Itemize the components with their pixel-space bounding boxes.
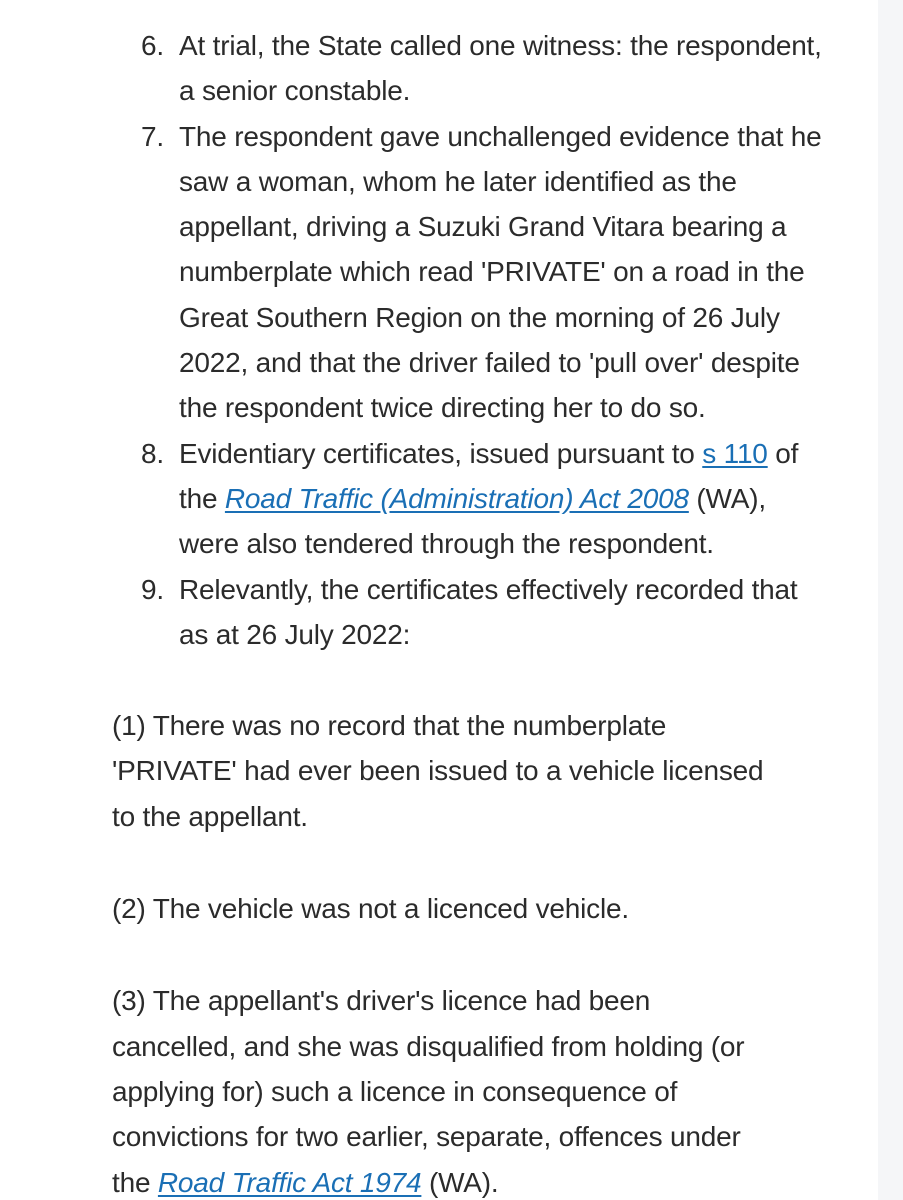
numbered-paragraphs <box>0 23 860 657</box>
paragraph-text: The respondent gave unchallenged evidence that he saw a woman, whom he later identified as the appellant, driving a Suzuki Grand Vitara bearing a numberplate which read 'PRIVATE' on a road in the Great Southern Region on the morning of 26 July 2022, and that the driver failed to 'pull over' despite the respondent twice directing her to do so. <box>179 120 822 424</box>
paragraph-text: Relevantly, the certificates effectively recorded that as at 26 July 2022: <box>179 573 798 650</box>
paragraph-7 <box>0 114 860 431</box>
paragraph-text: At trial, the State called one witness: the respondent, a senior constable. <box>179 30 822 107</box>
paragraph-9 <box>0 567 860 658</box>
judgment-content <box>0 23 860 1200</box>
paragraph-text-middle: of the <box>179 437 799 514</box>
road-traffic-act-1974-link[interactable]: Road Traffic Act 1974 <box>157 1166 422 1198</box>
page-right-gutter <box>878 0 903 1200</box>
paragraph-number: 8. <box>141 437 164 469</box>
paragraph-6 <box>0 23 860 114</box>
sub-paragraph-3 <box>0 978 860 1200</box>
paragraph-text-after: (WA), were also tendered through the respondent. <box>179 482 766 560</box>
section-110-link[interactable]: s 110 <box>702 437 768 469</box>
paragraph-8 <box>0 431 860 567</box>
sub-paragraph-1: (1) There was no record that the numberplate 'PRIVATE' had ever been issued to a vehicle licensed to the appellant. <box>112 710 764 832</box>
paragraph-number: 7. <box>141 120 164 152</box>
sub-paragraph-text-before: (3) The appellant's driver's licence had been cancelled, and she was disqualified from holding (or applying for) such a licence in consequence of convictions for two earlier, separate, offences under the <box>112 985 745 1198</box>
sub-paragraph-2: (2) The vehicle was not a licenced vehicle. <box>112 893 629 925</box>
paragraph-number: 6. <box>141 30 164 61</box>
paragraph-number: 9. <box>141 573 164 605</box>
road-traffic-administration-act-link[interactable]: Road Traffic (Administration) Act 2008 <box>224 482 689 514</box>
sub-paragraph-text-after: (WA). <box>421 1166 499 1198</box>
paragraph-text-before: Evidentiary certificates, issued pursuant to <box>179 437 703 469</box>
